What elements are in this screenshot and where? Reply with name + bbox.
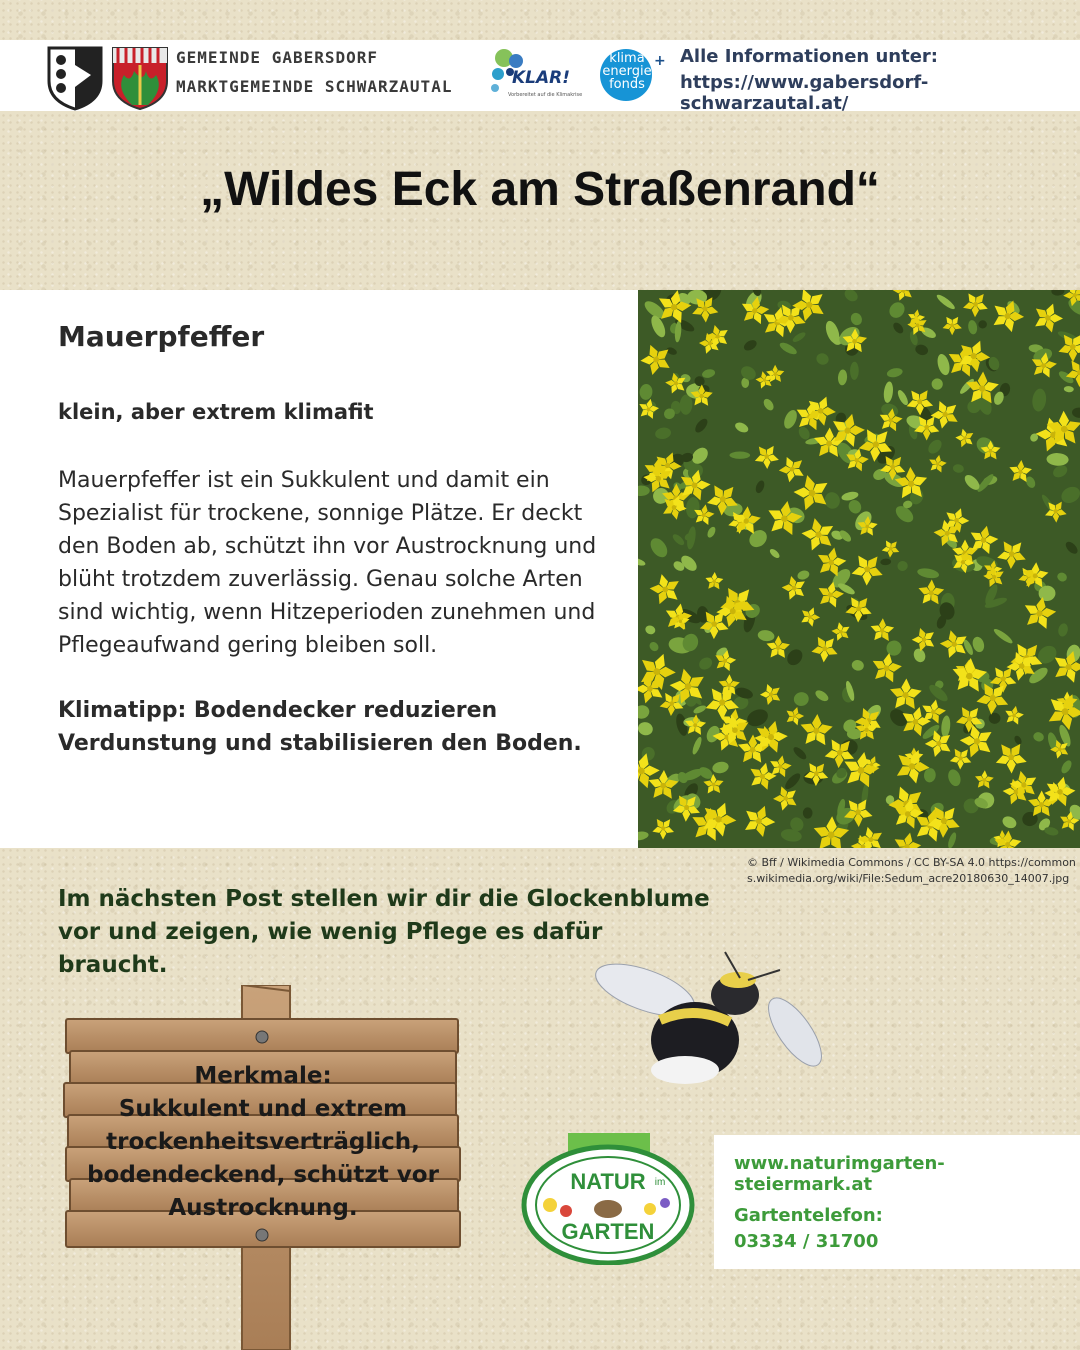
logo-text-small: im	[654, 1177, 666, 1188]
info-label: Alle Informationen unter:	[680, 46, 938, 67]
info-url-link[interactable]: https://www.gabersdorf-schwarzautal.at/	[680, 72, 929, 114]
website-link[interactable]: www.naturimgarten-steiermark.at	[734, 1153, 945, 1195]
sign-title: Merkmale:	[194, 1063, 332, 1089]
gabersdorf-crest-icon	[46, 45, 104, 111]
natur-im-garten-logo	[520, 1133, 696, 1265]
bumblebee-icon	[590, 950, 850, 1100]
plant-description: Mauerpfeffer ist ein Sukkulent und damit ein Spezialist für trockene, sonnige Plätze. Er deckt den Boden ab, schützt ihn vor Austrocknung und blüht trotzdem zuverlässig. Genau solche Arten sind wichtig, wenn Hitzeperioden zunehmen und Pflegeaufwand gering bleiben soll.	[58, 468, 597, 658]
climate-tip: Klimatipp: Bodendecker reduzieren Verdunstung und stabilisieren den Boden.	[58, 698, 582, 756]
klar-logo	[490, 48, 583, 104]
info-box	[672, 40, 1080, 114]
kef-label-3: fonds	[609, 77, 645, 92]
sedum-photo	[638, 290, 1080, 848]
header-bar	[0, 40, 1080, 114]
kef-label-1: klima	[609, 51, 645, 66]
kef-text	[602, 52, 652, 91]
municipality-line-1: GEMEINDE GABERSDORF	[176, 48, 379, 67]
klar-label: KLAR!	[512, 68, 571, 88]
sedum-flowers-illustration	[638, 290, 1080, 848]
phone-number[interactable]: 03334 / 31700	[734, 1231, 879, 1252]
sign-body: Sukkulent und extrem trockenheitsverträglich, bodendeckend, schützt vor Austrocknung.	[87, 1096, 439, 1221]
page-title: „Wildes Eck am Straßenrand“	[200, 163, 880, 216]
phone-label: Gartentelefon:	[734, 1205, 883, 1226]
contact-box	[714, 1135, 1080, 1269]
klima-energie-fonds-logo	[598, 49, 668, 105]
municipality-line-2: MARKTGEMEINDE SCHWARZAUTAL	[176, 77, 453, 96]
sign-text	[70, 1060, 456, 1225]
municipality-names	[176, 43, 452, 101]
klar-subtitle: Vorbereitet auf die Klimakrise	[508, 92, 583, 98]
kef-label-2: energie	[602, 64, 652, 79]
photo-credit: © Bff / Wikimedia Commons / CC BY-SA 4.0 https://commons.wikimedia.org/wiki/File:Sedum_acre20180630_14007.jpg	[747, 856, 1076, 885]
logo-text-bottom: GARTEN	[561, 1219, 655, 1244]
plant-subtitle: klein, aber extrem klimafit	[58, 400, 374, 424]
plant-info-card	[0, 290, 638, 848]
logo-text-top: NATUR	[570, 1169, 646, 1194]
plant-heading: Mauerpfeffer	[58, 320, 265, 353]
schwarzautal-crest-icon	[110, 45, 170, 111]
next-post-teaser: Im nächsten Post stellen wir dir die Glockenblume vor und zeigen, wie wenig Pflege es dafür braucht.	[58, 886, 710, 978]
kef-plus: +	[654, 53, 666, 69]
